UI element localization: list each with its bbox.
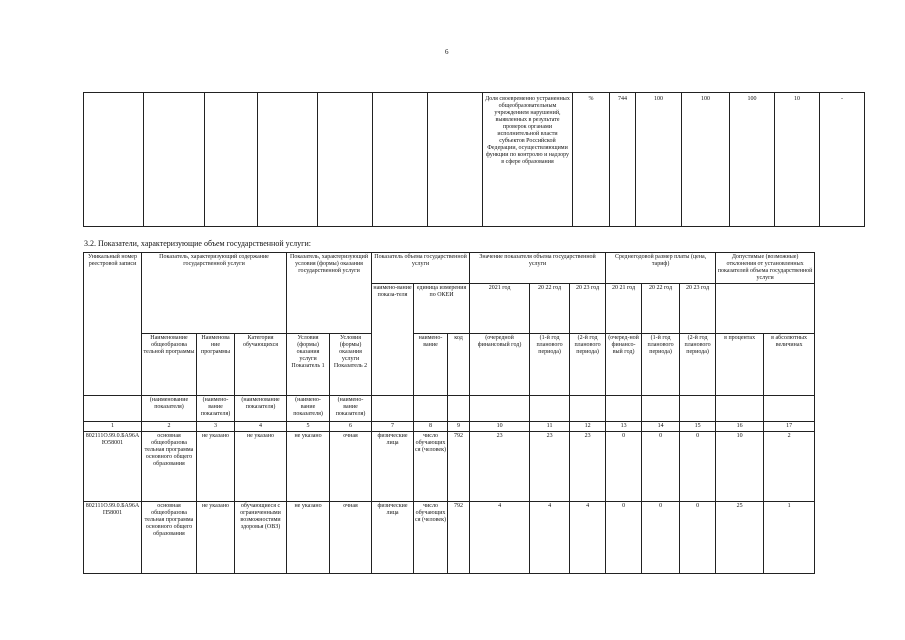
empty-cell <box>318 93 373 227</box>
row-fee-2022: 0 <box>642 502 680 574</box>
header-fin-year: (очередной финансовый год) <box>470 334 530 396</box>
header-program: Наименование общеобразова тельной программы <box>142 334 197 396</box>
row-category: обучающиеся с ограниченными возможностями здоровья (ОВЗ) <box>235 502 287 574</box>
row-value-2021: 4 <box>470 502 530 574</box>
row-fee-2023: 0 <box>680 502 716 574</box>
header-plan-1: (1-й год планового периода) <box>530 334 570 396</box>
header-indicator-name: наимено-вание показа-теля <box>372 284 414 396</box>
sub-indicator-1: (наименование показателя) <box>142 396 197 422</box>
header-in-abs: в абсолютных величинах <box>764 334 815 396</box>
row-condition-2: очная <box>330 502 372 574</box>
header-in-percent: в процентах <box>716 334 764 396</box>
empty-cell <box>372 396 414 422</box>
header-fee-plan-1: (1-й год планового периода) <box>642 334 680 396</box>
col-number: 8 <box>414 422 448 432</box>
col-number: 14 <box>642 422 680 432</box>
header-content: Показатель, характеризующий содержание государственной услуги <box>142 253 287 334</box>
empty-cell <box>716 396 764 422</box>
header-allowed: Допустимые (возможные) отклонения от установленных показателей объема государственной услуги <box>716 253 815 284</box>
header-condition-1: Условия (формы) оказания услуги Показатель 1 <box>287 334 330 396</box>
row-condition-1: не указано <box>287 432 330 502</box>
header-registry: Уникальный номер реестровой записи <box>84 253 142 396</box>
empty-cell <box>258 93 318 227</box>
quality-2023: 100 <box>730 93 775 227</box>
section-title: 3.2. Показатели, характеризующие объем государственной услуги: <box>84 239 311 248</box>
row-fee-2022: 0 <box>642 432 680 502</box>
header-category: Категория обучающихся <box>235 334 287 396</box>
header-year-2021: 2021 год <box>470 284 530 334</box>
header-volume: Показатель объема государственной услуги <box>372 253 470 284</box>
col-number: 17 <box>764 422 815 432</box>
col-number: 2 <box>142 422 197 432</box>
row-program: основная общеобразова тельная программа основного общего образования <box>142 502 197 574</box>
col-number: 16 <box>716 422 764 432</box>
row-unit: число обучающихся (человек) <box>414 432 448 502</box>
row-value-2022: 4 <box>530 502 570 574</box>
row-dev-abs: 2 <box>764 432 815 502</box>
empty-cell <box>530 396 570 422</box>
col-number: 6 <box>330 422 372 432</box>
empty-cell <box>716 284 815 334</box>
empty-cell <box>84 396 142 422</box>
header-unit-okei: единица измерения по ОКЕИ <box>414 284 470 334</box>
header-fee-2022: 20 22 год <box>642 284 680 334</box>
empty-cell <box>144 93 205 227</box>
row-value-2023: 23 <box>570 432 606 502</box>
col-number: 11 <box>530 422 570 432</box>
empty-cell <box>414 396 448 422</box>
row-fee-2021: 0 <box>606 502 642 574</box>
row-condition-2: очная <box>330 432 372 502</box>
row-value-2023: 4 <box>570 502 606 574</box>
quality-dev-percent: 10 <box>775 93 820 227</box>
col-number: 12 <box>570 422 606 432</box>
header-fee-fin-year: (очеред-ной финансо-вый год) <box>606 334 642 396</box>
header-year-2023: 20 23 год <box>570 284 606 334</box>
header-fee-plan-2: (2-й год планового периода) <box>680 334 716 396</box>
header-conditions: Показатель, характеризующий условия (формы) оказания государственной услуги <box>287 253 372 334</box>
row-category: не указано <box>235 432 287 502</box>
row-program-name: не указано <box>197 432 235 502</box>
row-value-2022: 23 <box>530 432 570 502</box>
row-fee-2023: 0 <box>680 432 716 502</box>
quality-indicator-name: Доля своевременно устраненных общеобразовательным учреждением нарушений, выявленных в результате проверок органами исполнительной власти субъектов Российской Федерации, осуществляющими функции по контролю и надзору в сфере образования <box>483 93 573 227</box>
quality-2022: 100 <box>682 93 730 227</box>
page-number: 6 <box>445 48 449 56</box>
header-fee: Среднегодовой размер платы (цена, тариф) <box>606 253 716 284</box>
quality-indicator-table <box>83 92 865 227</box>
empty-cell <box>373 93 428 227</box>
row-unit: число обучающихся (человек) <box>414 502 448 574</box>
quality-2021: 100 <box>636 93 682 227</box>
empty-cell <box>764 396 815 422</box>
row-dev-abs: 1 <box>764 502 815 574</box>
col-number: 3 <box>197 422 235 432</box>
header-unit-name: наимено-вание <box>414 334 448 396</box>
row-dev-percent: 25 <box>716 502 764 574</box>
header-condition-2: Условия (формы) оказания услуги Показатель 2 <box>330 334 372 396</box>
empty-cell <box>84 93 144 227</box>
volume-indicator-table <box>83 252 815 574</box>
header-fee-2021: 20 21 год <box>606 284 642 334</box>
col-number: 9 <box>448 422 470 432</box>
empty-cell <box>428 93 483 227</box>
header-unit-code: код <box>448 334 470 396</box>
table-row <box>84 432 815 502</box>
col-number: 15 <box>680 422 716 432</box>
row-value-2021: 23 <box>470 432 530 502</box>
sub-indicator-4: (наимено-вание показателя) <box>287 396 330 422</box>
empty-cell <box>570 396 606 422</box>
empty-cell <box>470 396 530 422</box>
row-fee-2021: 0 <box>606 432 642 502</box>
quality-unit: % <box>573 93 610 227</box>
header-plan-2: (2-й год планового периода) <box>570 334 606 396</box>
row-code: 792 <box>448 502 470 574</box>
row-condition-1: не указано <box>287 502 330 574</box>
row-program: основная общеобразова тельная программа основного общего образования <box>142 432 197 502</box>
col-number: 5 <box>287 422 330 432</box>
col-number: 13 <box>606 422 642 432</box>
header-volume-value: Значение показателя объема государственной услуги <box>470 253 606 284</box>
row-dev-percent: 10 <box>716 432 764 502</box>
sub-indicator-2: (наимено-вание показателя) <box>197 396 235 422</box>
row-registry: 802111О.99.0.БА96АЮ58001 <box>84 432 142 502</box>
quality-dev-abs: - <box>820 93 865 227</box>
row-program-name: не указано <box>197 502 235 574</box>
col-number: 7 <box>372 422 414 432</box>
empty-cell <box>642 396 680 422</box>
col-number: 1 <box>84 422 142 432</box>
row-registry: 802111О.99.0.БА96АП58001 <box>84 502 142 574</box>
empty-cell <box>680 396 716 422</box>
row-code: 792 <box>448 432 470 502</box>
empty-cell <box>205 93 258 227</box>
col-number: 10 <box>470 422 530 432</box>
table-row <box>84 502 815 574</box>
row-indicator: физические лица <box>372 432 414 502</box>
empty-cell <box>606 396 642 422</box>
sub-indicator-3: (наименование показателя) <box>235 396 287 422</box>
header-year-2022: 20 22 год <box>530 284 570 334</box>
column-numbers-row <box>84 422 815 432</box>
row-indicator: физические лица <box>372 502 414 574</box>
quality-okei: 744 <box>610 93 636 227</box>
sub-indicator-5: (наимено-вание показателя) <box>330 396 372 422</box>
empty-cell <box>448 396 470 422</box>
col-number: 4 <box>235 422 287 432</box>
header-fee-2023: 20 23 год <box>680 284 716 334</box>
header-program-name: Наименова ние программы <box>197 334 235 396</box>
